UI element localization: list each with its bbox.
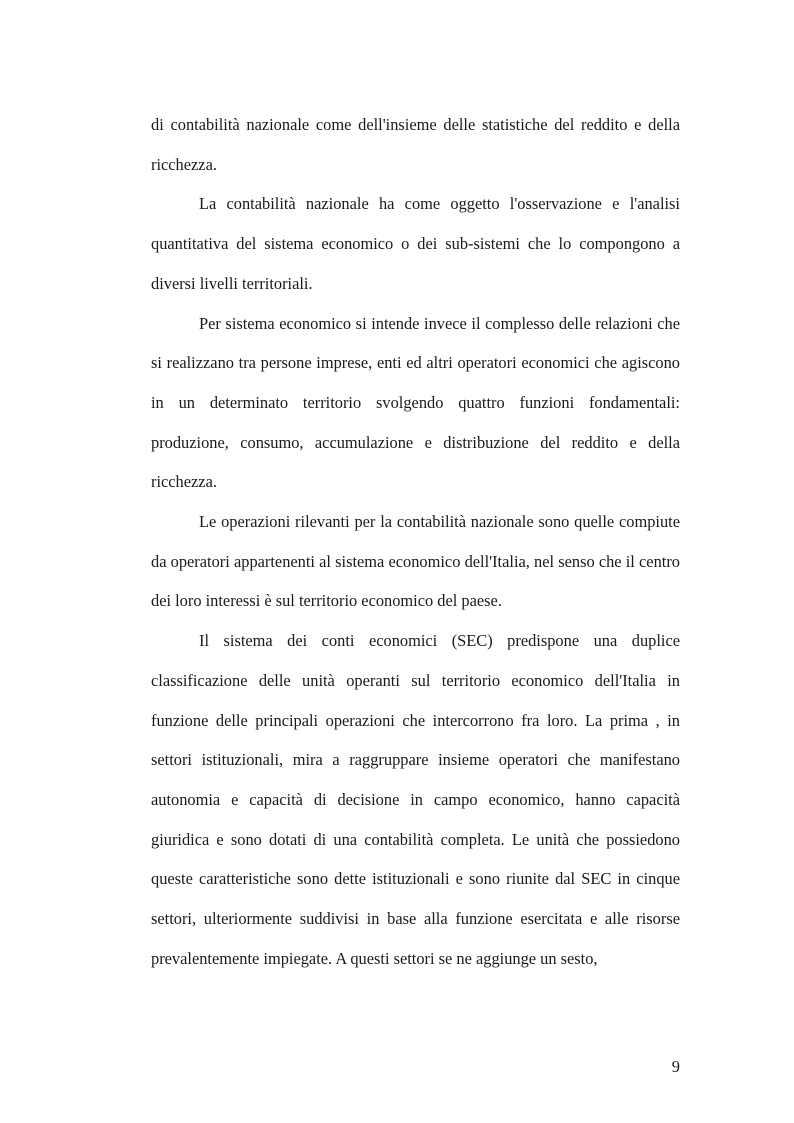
page-number: 9 (671, 1057, 680, 1076)
paragraph-national-accounting: La contabilità nazionale ha come oggetto l'osservazione e l'analisi quantitativa del sistema economico o dei sub-sistemi che lo compongono a diversi livelli territoriali. (151, 194, 680, 293)
paragraph-continuation: di contabilità nazionale come dell'insieme delle statistiche del reddito e della ricchezza. (151, 115, 680, 174)
paragraph-relevant-operations: Le operazioni rilevanti per la contabilità nazionale sono quelle compiute da operatori appartenenti al sistema economico dell'Italia, nel senso che il centro dei loro interessi è sul territorio economico del paese. (151, 512, 680, 611)
paragraph-sec-classification: Il sistema dei conti economici (SEC) predispone una duplice classificazione delle unità operanti sul territorio economico dell'Italia in funzione delle principali operazioni che intercorrono fra loro. La prima , in settori istituzionali, mira a raggruppare insieme operatori che manifestano autonomia e capacità di decisione in campo economico, hanno capacità giuridica e sono dotati di una contabilità completa. Le unità che possiedono queste caratteristiche sono dette istituzionali e sono riunite dal SEC in cinque settori, ulteriormente suddivisi in base alla funzione esercitata e alle risorse prevalentemente impiegate. A questi settori se ne aggiunge un sesto, (151, 631, 680, 968)
paragraph-economic-system: Per sistema economico si intende invece il complesso delle relazioni che si realizzano tra persone imprese, enti ed altri operatori economici che agiscono in un determinato territorio svolgendo quattro funzioni fondamentali: produzione, consumo, accumulazione e distribuzione del reddito e della ricchezza. (151, 313, 680, 492)
body-text (151, 105, 680, 978)
